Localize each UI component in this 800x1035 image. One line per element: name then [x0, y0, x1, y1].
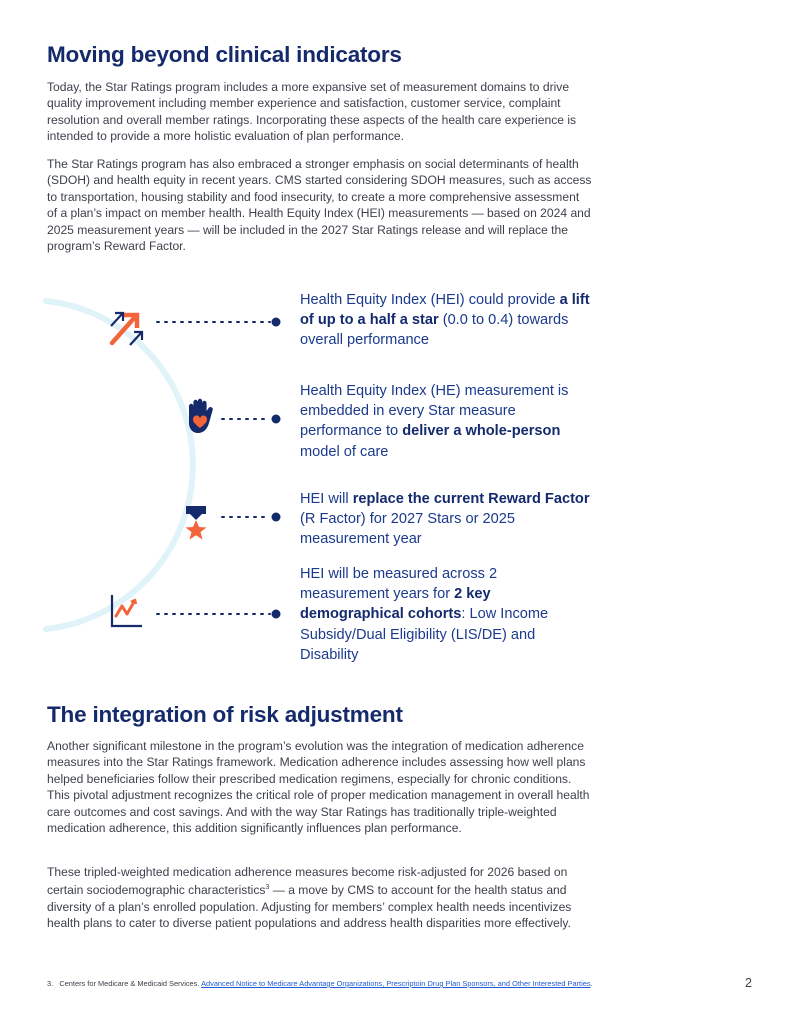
section-heading-clinical-indicators: Moving beyond clinical indicators	[47, 42, 402, 67]
callout-text: HEI will	[300, 491, 353, 507]
connector-3	[222, 513, 281, 522]
callout-text: : Low Income Subsidy/Dual Eligibility (LIS/DE) and Disability	[300, 606, 549, 663]
connector-2	[222, 415, 281, 424]
paragraph-text: — a move by CMS to account for the health status and diversity of a plan’s enrolled population. Adjusting for members’ complex health needs incentivizes health plans to cater to diverse patient populations and address health disparities more effectively.	[47, 883, 572, 931]
callout-emphasis: 2 key demographical cohorts	[300, 586, 491, 623]
callout-demographic-cohorts	[300, 564, 590, 665]
callout-emphasis: deliver a whole-person	[402, 423, 561, 440]
callout-text: (0.0 to 0.4) towards overall performance	[300, 312, 569, 349]
callout-whole-person-care	[300, 381, 590, 462]
callout-replace-reward-factor	[300, 489, 590, 550]
hei-infographic	[0, 290, 300, 640]
hand-heart-icon	[186, 398, 214, 435]
callout-half-star-lift	[300, 290, 590, 351]
footnote-end: .	[590, 979, 593, 988]
callout-text: Health Equity Index (HE) measurement is embedded in every Star measure performance to	[300, 383, 569, 440]
footnote-source: Centers for Medicare & Medicaid Services.	[59, 979, 200, 988]
line-chart-icon	[110, 594, 144, 628]
footnote-link[interactable]: Advanced Notice to Medicare Advantage Organizations, Prescriptoin Drug Plan Sponsors, and Other Interested Parties	[201, 979, 591, 988]
paragraph-risk-adjusted-measures	[47, 864, 592, 932]
callout-text: (R Factor) for 2027 Stars or 2025 measurement year	[300, 511, 515, 548]
callout-emphasis: a lift of up to a half a star	[300, 292, 590, 329]
trending-up-arrows-icon	[108, 309, 148, 347]
medal-star-icon	[183, 505, 211, 543]
connector-4	[157, 610, 281, 619]
footnote	[47, 979, 593, 988]
footnote-reference: 3	[265, 884, 270, 892]
section-heading-risk-adjustment: The integration of risk adjustment	[47, 702, 403, 727]
page-number: 2	[745, 976, 752, 990]
callout-text: model of care	[300, 443, 389, 460]
paragraph-measurement-domains: Today, the Star Ratings program includes a more expansive set of measurement domains to drive quality improvement including member experience and satisfaction, customer service, complaint resolution and overall member ratings. Incorporating these aspects of the health care experience is intended to provide a more holistic evaluation of plan performance.	[47, 80, 577, 144]
footnote-number: 3.	[47, 979, 54, 988]
paragraph-medication-adherence: Another significant milestone in the program’s evolution was the integration of medication adherence measures into the Star Ratings framework. Medication adherence includes assessing how well plans helped beneficiaries follow their prescribed medication regimens, especially for chronic conditions. This pivotal adjustment recognizes the critical role of proper medication management in overall health care outcomes and cost savings. And with the way Star Ratings has traditionally triple-weighted medication adherence, this addition significantly influences plan performance.	[47, 739, 590, 836]
paragraph-sdoh-health-equity: The Star Ratings program has also embraced a stronger emphasis on social determinants of health (SDOH) and health equity in recent years. CMS started considering SDOH measures, such as access to transportation, housing stability and food insecurity, to create a more comprehensive assessment of a plan’s impact on member health. Health Equity Index (HEI) measurements — based on 2024 and 2025 measurement years — will be included in the 2027 Star Ratings release and will replace the program’s Reward Factor.	[47, 157, 592, 254]
connector-1	[157, 318, 281, 327]
callout-text: Health Equity Index (HEI) could provide	[300, 292, 560, 308]
callout-text: HEI will be measured across 2 measurement years for	[300, 566, 498, 603]
decorative-arc	[46, 301, 193, 629]
paragraph-text: These tripled-weighted medication adherence measures become risk-adjusted for 2026 based on certain sociodemographic characteristics	[47, 865, 568, 898]
callout-emphasis: replace the current Reward Factor	[352, 491, 590, 507]
